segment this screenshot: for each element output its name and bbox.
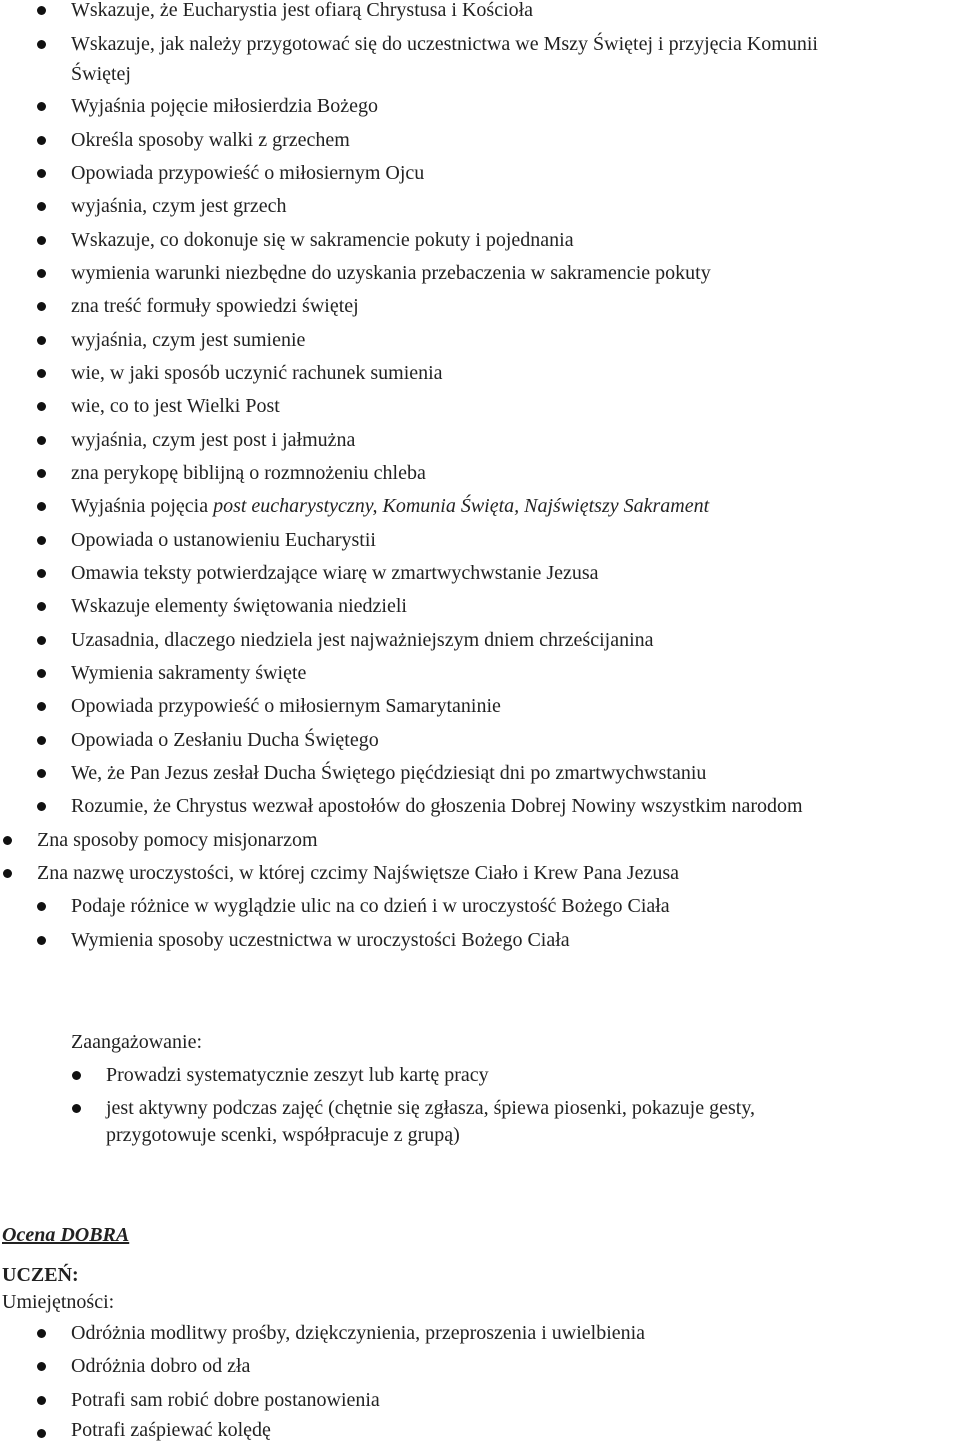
bullet-icon — [37, 536, 46, 545]
bullet-icon — [37, 402, 46, 411]
bullet-icon — [37, 6, 46, 15]
bullet-icon — [37, 336, 46, 345]
list-item: Potrafi sam robić dobre postanowienia — [71, 1389, 380, 1411]
list-item — [71, 494, 709, 518]
list-item: Odróżnia modlitwy prośby, dziękczynienia, przeproszenia i uwielbienia — [71, 1322, 646, 1344]
list-item: zna treść formuły spowiedzi świętej — [71, 295, 359, 317]
list-item: wymienia warunki niezbędne do uzyskania przebaczenia w sakramencie pokuty — [71, 262, 711, 284]
bullet-icon — [37, 269, 46, 278]
list-item: We, że Pan Jezus zesłał Ducha Świętego pięćdziesiąt dni po zmartwychwstaniu — [71, 762, 707, 784]
bullet-icon — [3, 869, 12, 878]
list-item: Podaje różnice w wyglądzie ulic na co dzień i w uroczystość Bożego Ciała — [71, 895, 670, 917]
list-item: Opowiada przypowieść o miłosiernym Ojcu — [71, 162, 425, 184]
list-item: Wymienia sakramenty święte — [71, 662, 307, 684]
list-item: Zna nazwę uroczystości, w której czcimy Najświętsze Ciało i Krew Pana Jezusa — [37, 862, 679, 884]
list-item: Opowiada o Zesłaniu Ducha Świętego — [71, 729, 379, 751]
bullet-icon — [37, 202, 46, 211]
list-item: Wskazuje, jak należy przygotować się do uczestnictwa we Mszy Świętej i przyjęcia Komunii — [71, 33, 818, 55]
student-heading: UCZEŃ: — [2, 1264, 79, 1286]
list-item: Rozumie, że Chrystus wezwał apostołów do głoszenia Dobrej Nowiny wszystkim narodom — [71, 795, 803, 817]
bullet-icon — [37, 169, 46, 178]
list-item: zna perykopę biblijną o rozmnożeniu chleba — [71, 462, 426, 484]
bullet-icon — [37, 769, 46, 778]
bullet-icon — [37, 702, 46, 711]
bullet-icon — [37, 736, 46, 745]
bullet-icon — [37, 669, 46, 678]
list-item: Potrafi zaśpiewać kolędę — [71, 1419, 271, 1441]
engagement-heading: Zaangażowanie: — [71, 1031, 203, 1053]
bullet-icon — [37, 1329, 46, 1338]
bullet-icon — [37, 636, 46, 645]
list-item: Omawia teksty potwierdzające wiarę w zmartwychwstanie Jezusa — [71, 562, 599, 584]
bullet-icon — [37, 1396, 46, 1405]
list-item: Prowadzi systematycznie zeszyt lub kartę pracy — [106, 1064, 489, 1086]
list-item-continuation: Świętej — [71, 63, 131, 85]
bullet-icon — [37, 802, 46, 811]
bullet-icon — [37, 136, 46, 145]
bullet-icon — [37, 236, 46, 245]
bullet-icon — [37, 102, 46, 111]
list-item-continuation: przygotowuje scenki, współpracuje z grupą) — [106, 1124, 460, 1146]
bullet-icon — [37, 40, 46, 49]
list-item: Opowiada przypowieść o miłosiernym Samarytaninie — [71, 695, 501, 717]
bullet-icon — [37, 1429, 46, 1438]
list-item: Wskazuje, co dokonuje się w sakramencie pokuty i pojednania — [71, 229, 574, 251]
list-item: Wskazuje, że Eucharystia jest ofiarą Chrystusa i Kościoła — [71, 0, 534, 21]
bullet-icon — [37, 469, 46, 478]
list-item: wie, co to jest Wielki Post — [71, 395, 280, 417]
list-item: wie, w jaki sposób uczynić rachunek sumienia — [71, 362, 443, 384]
bullet-icon — [37, 602, 46, 611]
grade-title: Ocena DOBRA — [2, 1224, 130, 1246]
bullet-icon — [37, 436, 46, 445]
list-item: jest aktywny podczas zajęć (chętnie się zgłasza, śpiewa piosenki, pokazuje gesty, — [106, 1097, 756, 1119]
list-item-text: Wyjaśnia pojęcia — [71, 495, 209, 517]
bullet-icon — [72, 1104, 81, 1113]
list-item: Uzasadnia, dlaczego niedziela jest najważniejszym dniem chrześcijanina — [71, 629, 654, 651]
bullet-icon — [72, 1071, 81, 1080]
list-item: Wyjaśnia pojęcie miłosierdzia Bożego — [71, 95, 379, 117]
bullet-icon — [37, 369, 46, 378]
list-item: wyjaśnia, czym jest sumienie — [71, 329, 306, 351]
list-item: Odróżnia dobro od zła — [71, 1355, 251, 1377]
bullet-icon — [37, 936, 46, 945]
list-item-italic-terms: post eucharystyczny, Komunia Święta, Najświętszy Sakrament — [213, 495, 710, 517]
list-item: Zna sposoby pomocy misjonarzom — [37, 829, 318, 851]
list-item: Wskazuje elementy świętowania niedzieli — [71, 595, 407, 617]
list-item: wyjaśnia, czym jest grzech — [71, 195, 287, 217]
bullet-icon — [37, 502, 46, 511]
list-item: Opowiada o ustanowieniu Eucharystii — [71, 529, 376, 551]
bullet-icon — [37, 302, 46, 311]
skills-heading: Umiejętności: — [2, 1291, 115, 1313]
bullet-icon — [3, 836, 12, 845]
bullet-icon — [37, 569, 46, 578]
list-item: Wymienia sposoby uczestnictwa w uroczystości Bożego Ciała — [71, 929, 570, 951]
bullet-icon — [37, 902, 46, 911]
list-item: Określa sposoby walki z grzechem — [71, 129, 350, 151]
list-item: wyjaśnia, czym jest post i jałmużna — [71, 429, 356, 451]
bullet-icon — [37, 1362, 46, 1371]
